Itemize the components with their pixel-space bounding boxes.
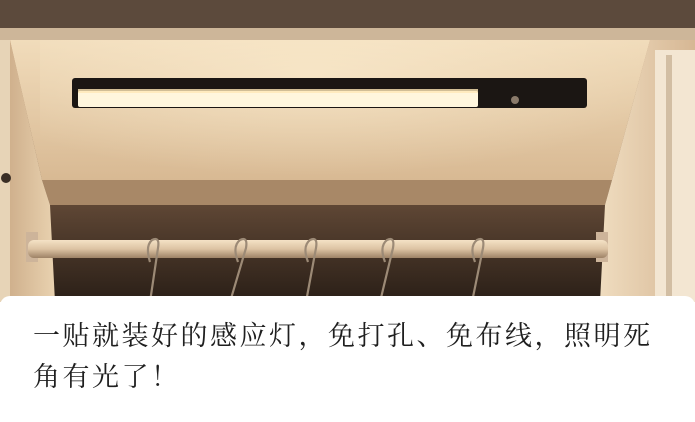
led-strip-icon [78,91,478,107]
caption-text: 一贴就装好的感应灯，免打孔、免布线，照明死角有光了！ [33,321,653,393]
right-door-groove [666,55,672,302]
right-door-panel [655,50,695,302]
motion-sensor-icon [511,96,519,104]
led-strip-highlight [78,89,478,93]
cabinet-top-edge [0,28,695,40]
cabinet-top-frame [0,0,695,28]
left-door-edge [0,40,10,302]
caption-card [0,296,695,422]
clothes-rod [28,240,608,258]
light-glow [40,40,640,210]
hinge-icon [1,173,11,183]
